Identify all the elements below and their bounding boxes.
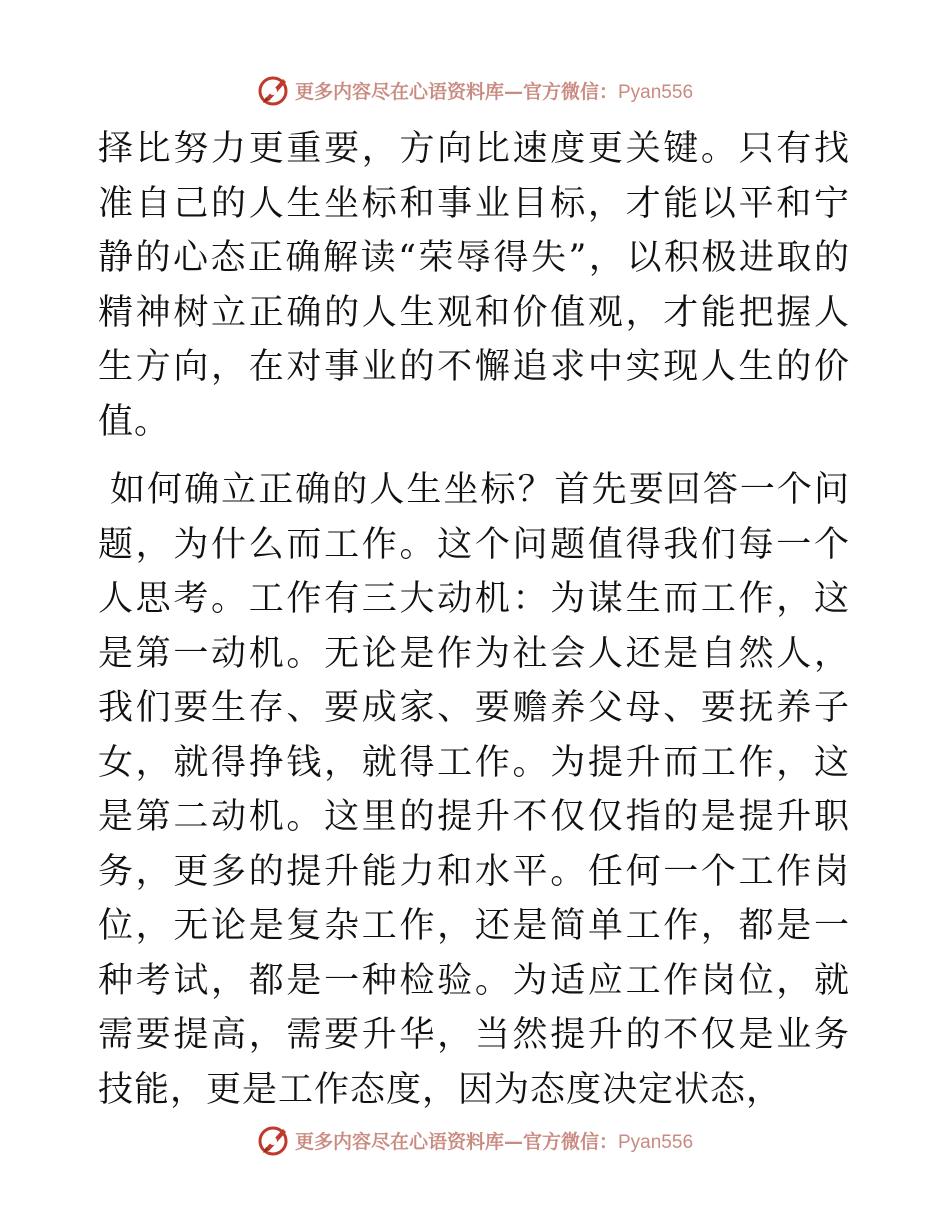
footer-dash: — — [503, 1130, 523, 1153]
footer-site-text: 更多内容尽在心语资料库 — [294, 1130, 504, 1153]
header-site-text: 更多内容尽在心语资料库 — [294, 80, 504, 103]
footer-banner — [0, 1120, 950, 1160]
paragraph-1: 择比努力更重要，方向比速度更关键。只有找准自己的人生坐标和事业目标，才能以平和宁静的心态正确解读“荣辱得失”，以积极进取的精神树立正确的人生观和价值观，才能把握人生方向，在对事业的不懈追求中实现人生的价值。 — [98, 129, 850, 442]
quill-pen-seal-icon — [257, 73, 291, 107]
quill-pen-seal-icon — [257, 1123, 291, 1157]
header-banner — [0, 70, 950, 110]
header-wechat-label: 官方微信： — [522, 80, 618, 103]
header-banner-text — [295, 77, 693, 104]
paragraph-2: 如何确立正确的人生坐标？首先要回答一个问题，为什么而工作。这个问题值得我们每一个人思考。工作有三大动机：为谋生而工作，这是第一动机。无论是作为社会人还是自然人，我们要生存、要成家、要赡养父母、要抚养子女，就得挣钱，就得工作。为提升而工作，这是第二动机。这里的提升不仅仅指的是提升职务，更多的提升能力和水平。任何一个工作岗位，无论是复杂工作，还是简单工作，都是一种考试，都是一种检验。为适应工作岗位，就需要提高，需要升华，当然提升的不仅是业务技能，更是工作态度，因为态度决定状态， — [98, 470, 850, 1110]
header-wechat-id: Pyan556 — [618, 81, 694, 103]
footer-banner-text — [295, 1127, 693, 1154]
footer-wechat-id: Pyan556 — [618, 1131, 694, 1153]
footer-wechat-label: 官方微信： — [522, 1130, 618, 1153]
header-dash: — — [503, 80, 523, 103]
document-body — [98, 122, 850, 1117]
